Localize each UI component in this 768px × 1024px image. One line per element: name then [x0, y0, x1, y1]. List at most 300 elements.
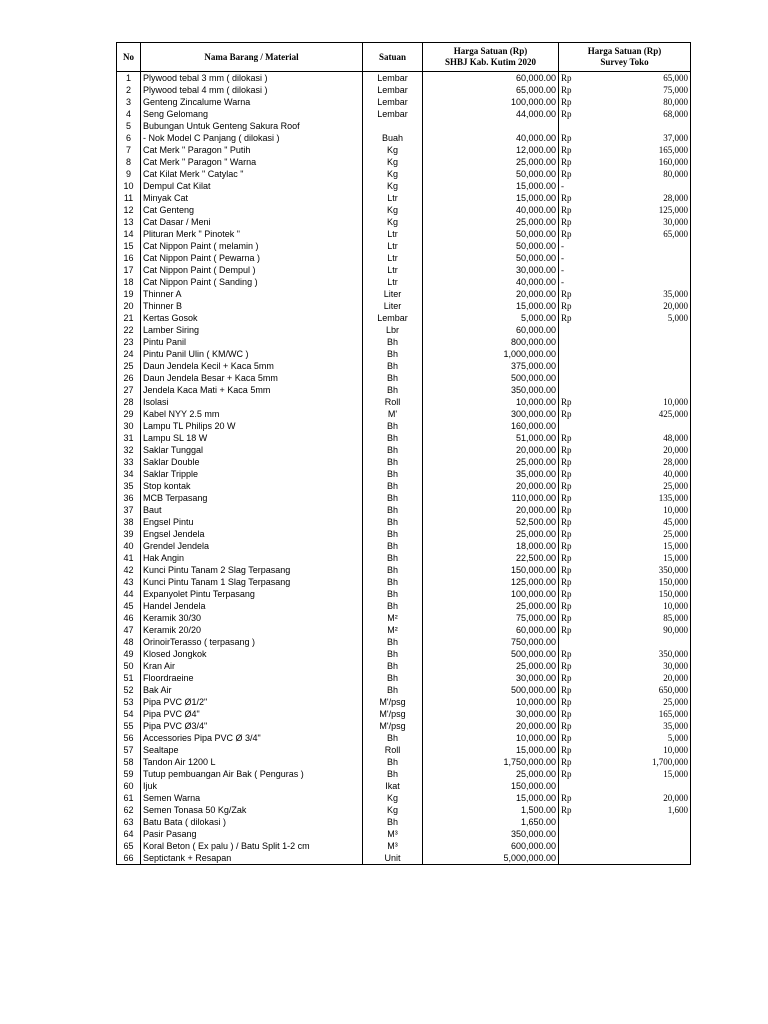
- item-unit: Kg: [363, 144, 423, 156]
- survey-amount: 25,000: [663, 481, 688, 491]
- row-number: 35: [117, 480, 141, 492]
- item-name: Semen Tonasa 50 Kg/Zak: [141, 804, 363, 816]
- shbj-price: 50,000.00: [423, 252, 559, 264]
- currency-label: Rp: [561, 553, 572, 563]
- shbj-price: 375,000.00: [423, 360, 559, 372]
- currency-label: Rp: [561, 733, 572, 743]
- currency-label: Rp: [561, 625, 572, 635]
- item-name: Tandon Air 1200 L: [141, 756, 363, 768]
- item-name: Grendel Jendela: [141, 540, 363, 552]
- item-unit: Lembar: [363, 108, 423, 120]
- header-no: No: [117, 43, 141, 72]
- row-number: 9: [117, 168, 141, 180]
- survey-amount: 15,000: [663, 553, 688, 563]
- item-unit: Bh: [363, 756, 423, 768]
- item-name: - Nok Model C Panjang ( dilokasi ): [141, 132, 363, 144]
- shbj-price: 350,000.00: [423, 384, 559, 396]
- currency-label: Rp: [561, 505, 572, 515]
- table-row: [117, 300, 691, 312]
- item-name: Pipa PVC Ø1/2": [141, 696, 363, 708]
- shbj-price: 1,500.00: [423, 804, 559, 816]
- row-number: 54: [117, 708, 141, 720]
- shbj-price: 150,000.00: [423, 564, 559, 576]
- item-unit: Kg: [363, 804, 423, 816]
- survey-price: [559, 96, 691, 108]
- survey-price: [559, 660, 691, 672]
- survey-amount: 350,000: [658, 565, 688, 575]
- survey-price: [559, 600, 691, 612]
- currency-label: Rp: [561, 745, 572, 755]
- shbj-price: 50,000.00: [423, 240, 559, 252]
- item-name: Saklar Tripple: [141, 468, 363, 480]
- item-name: Minyak Cat: [141, 192, 363, 204]
- currency-label: Rp: [561, 157, 572, 167]
- row-number: 32: [117, 444, 141, 456]
- table-row: [117, 636, 691, 648]
- shbj-price: 15,000.00: [423, 300, 559, 312]
- row-number: 2: [117, 84, 141, 96]
- table-row: [117, 432, 691, 444]
- row-number: 57: [117, 744, 141, 756]
- row-number: 56: [117, 732, 141, 744]
- shbj-price: 12,000.00: [423, 144, 559, 156]
- item-unit: [363, 120, 423, 132]
- survey-price: [559, 780, 691, 792]
- row-number: 33: [117, 456, 141, 468]
- currency-label: Rp: [561, 133, 572, 143]
- currency-label: Rp: [561, 301, 572, 311]
- survey-amount: 25,000: [663, 529, 688, 539]
- shbj-price: 10,000.00: [423, 396, 559, 408]
- item-unit: Bh: [363, 492, 423, 504]
- shbj-price: 30,000.00: [423, 672, 559, 684]
- table-row: [117, 780, 691, 792]
- row-number: 60: [117, 780, 141, 792]
- survey-price: [559, 444, 691, 456]
- item-unit: Bh: [363, 348, 423, 360]
- row-number: 29: [117, 408, 141, 420]
- survey-amount: 35,000: [663, 289, 688, 299]
- survey-amount: 15,000: [663, 541, 688, 551]
- survey-amount: 90,000: [663, 625, 688, 635]
- survey-amount: 35,000: [663, 721, 688, 731]
- survey-amount: 75,000: [663, 85, 688, 95]
- survey-price: [559, 648, 691, 660]
- currency-label: -: [561, 265, 564, 275]
- item-name: Kertas Gosok: [141, 312, 363, 324]
- shbj-price: 300,000.00: [423, 408, 559, 420]
- currency-label: Rp: [561, 73, 572, 83]
- item-name: Pipa PVC Ø4": [141, 708, 363, 720]
- survey-price: [559, 84, 691, 96]
- header-satuan: Satuan: [363, 43, 423, 72]
- survey-amount: 1,600: [667, 805, 688, 815]
- shbj-price: 15,000.00: [423, 192, 559, 204]
- survey-price: [559, 636, 691, 648]
- item-unit: M²: [363, 624, 423, 636]
- item-unit: Bh: [363, 336, 423, 348]
- header-name: Nama Barang / Material: [141, 43, 363, 72]
- table-row: [117, 156, 691, 168]
- survey-price: [559, 300, 691, 312]
- currency-label: Rp: [561, 697, 572, 707]
- row-number: 27: [117, 384, 141, 396]
- row-number: 16: [117, 252, 141, 264]
- shbj-price: 22,500.00: [423, 552, 559, 564]
- shbj-price: 750,000.00: [423, 636, 559, 648]
- table-body: [117, 72, 691, 865]
- table-row: [117, 816, 691, 828]
- shbj-price: 125,000.00: [423, 576, 559, 588]
- currency-label: Rp: [561, 541, 572, 551]
- table-row: [117, 624, 691, 636]
- table-row: [117, 108, 691, 120]
- item-unit: Bh: [363, 672, 423, 684]
- table-row: [117, 324, 691, 336]
- item-name: Ijuk: [141, 780, 363, 792]
- survey-price: [559, 348, 691, 360]
- survey-price: [559, 288, 691, 300]
- survey-price: [559, 768, 691, 780]
- item-name: Keramik 30/30: [141, 612, 363, 624]
- currency-label: Rp: [561, 445, 572, 455]
- shbj-price: 100,000.00: [423, 96, 559, 108]
- item-unit: Roll: [363, 396, 423, 408]
- currency-label: -: [561, 241, 564, 251]
- shbj-price: 350,000.00: [423, 828, 559, 840]
- header-survey-line1: Harga Satuan (Rp): [587, 46, 662, 56]
- row-number: 4: [117, 108, 141, 120]
- shbj-price: 500,000.00: [423, 372, 559, 384]
- survey-price: [559, 168, 691, 180]
- survey-price: [559, 240, 691, 252]
- table-row: [117, 456, 691, 468]
- survey-price: [559, 336, 691, 348]
- item-name: Jendela Kaca Mati + Kaca 5mm: [141, 384, 363, 396]
- shbj-price: 60,000.00: [423, 72, 559, 85]
- row-number: 25: [117, 360, 141, 372]
- price-table: [116, 42, 691, 865]
- row-number: 50: [117, 660, 141, 672]
- item-unit: Ltr: [363, 240, 423, 252]
- table-row: [117, 588, 691, 600]
- survey-price: [559, 192, 691, 204]
- row-number: 43: [117, 576, 141, 588]
- table-row: [117, 564, 691, 576]
- table-row: [117, 840, 691, 852]
- table-row: [117, 660, 691, 672]
- survey-amount: 5,000: [667, 313, 688, 323]
- survey-price: [559, 504, 691, 516]
- survey-price: [559, 516, 691, 528]
- row-number: 44: [117, 588, 141, 600]
- item-name: Bubungan Untuk Genteng Sakura Roof: [141, 120, 363, 132]
- survey-amount: 20,000: [663, 673, 688, 683]
- header-shbj-price: [423, 43, 559, 72]
- item-unit: Bh: [363, 540, 423, 552]
- survey-price: [559, 264, 691, 276]
- item-name: Seng Gelomang: [141, 108, 363, 120]
- table-row: [117, 852, 691, 865]
- shbj-price: 18,000.00: [423, 540, 559, 552]
- row-number: 45: [117, 600, 141, 612]
- survey-amount: 48,000: [663, 433, 688, 443]
- item-unit: Bh: [363, 636, 423, 648]
- survey-price: [559, 384, 691, 396]
- table-row: [117, 708, 691, 720]
- item-name: OrinoirTerasso ( terpasang ): [141, 636, 363, 648]
- survey-price: [559, 708, 691, 720]
- item-unit: M': [363, 408, 423, 420]
- shbj-price: 25,000.00: [423, 216, 559, 228]
- item-unit: Bh: [363, 456, 423, 468]
- item-unit: M'/psg: [363, 696, 423, 708]
- table-row: [117, 480, 691, 492]
- currency-label: Rp: [561, 469, 572, 479]
- shbj-price: 5,000,000.00: [423, 852, 559, 865]
- item-name: Accessories Pipa PVC Ø 3/4": [141, 732, 363, 744]
- survey-price: [559, 576, 691, 588]
- survey-price: [559, 792, 691, 804]
- shbj-price: [423, 120, 559, 132]
- item-name: Cat Kilat Merk " Catylac ": [141, 168, 363, 180]
- currency-label: Rp: [561, 673, 572, 683]
- currency-label: Rp: [561, 145, 572, 155]
- item-name: Pintu Panil: [141, 336, 363, 348]
- row-number: 6: [117, 132, 141, 144]
- survey-amount: 135,000: [658, 493, 688, 503]
- item-name: Kabel NYY 2.5 mm: [141, 408, 363, 420]
- item-name: Sealtape: [141, 744, 363, 756]
- item-name: Septictank + Resapan: [141, 852, 363, 865]
- row-number: 11: [117, 192, 141, 204]
- shbj-price: 44,000.00: [423, 108, 559, 120]
- survey-amount: 25,000: [663, 697, 688, 707]
- survey-amount: 10,000: [663, 745, 688, 755]
- item-name: Cat Merk " Paragon " Putih: [141, 144, 363, 156]
- survey-amount: 20,000: [663, 445, 688, 455]
- shbj-price: 50,000.00: [423, 228, 559, 240]
- survey-price: [559, 396, 691, 408]
- item-unit: M'/psg: [363, 708, 423, 720]
- survey-price: [559, 132, 691, 144]
- survey-amount: 37,000: [663, 133, 688, 143]
- survey-amount: 65,000: [663, 73, 688, 83]
- item-name: Daun Jendela Besar + Kaca 5mm: [141, 372, 363, 384]
- item-unit: Bh: [363, 432, 423, 444]
- survey-amount: 80,000: [663, 169, 688, 179]
- item-unit: Buah: [363, 132, 423, 144]
- item-unit: Kg: [363, 216, 423, 228]
- item-name: Handel Jendela: [141, 600, 363, 612]
- currency-label: -: [561, 253, 564, 263]
- item-name: Pipa PVC Ø3/4": [141, 720, 363, 732]
- item-unit: Lembar: [363, 84, 423, 96]
- survey-price: [559, 540, 691, 552]
- shbj-price: 25,000.00: [423, 528, 559, 540]
- row-number: 63: [117, 816, 141, 828]
- item-unit: Kg: [363, 156, 423, 168]
- survey-price: [559, 480, 691, 492]
- shbj-price: 20,000.00: [423, 444, 559, 456]
- item-name: Kunci Pintu Tanam 2 Slag Terpasang: [141, 564, 363, 576]
- survey-amount: 125,000: [658, 205, 688, 215]
- item-name: Lamber Siring: [141, 324, 363, 336]
- table-row: [117, 72, 691, 85]
- item-unit: Unit: [363, 852, 423, 865]
- row-number: 30: [117, 420, 141, 432]
- survey-amount: 350,000: [658, 649, 688, 659]
- table-row: [117, 420, 691, 432]
- item-unit: Bh: [363, 528, 423, 540]
- survey-amount: 5,000: [667, 733, 688, 743]
- survey-amount: 30,000: [663, 661, 688, 671]
- row-number: 41: [117, 552, 141, 564]
- shbj-price: 800,000.00: [423, 336, 559, 348]
- shbj-price: 10,000.00: [423, 696, 559, 708]
- table-row: [117, 696, 691, 708]
- item-name: Daun Jendela Kecil + Kaca 5mm: [141, 360, 363, 372]
- row-number: 49: [117, 648, 141, 660]
- survey-price: [559, 624, 691, 636]
- survey-price: [559, 528, 691, 540]
- currency-label: Rp: [561, 529, 572, 539]
- row-number: 61: [117, 792, 141, 804]
- shbj-price: 500,000.00: [423, 648, 559, 660]
- item-name: Pintu Panil Ulin ( KM/WC ): [141, 348, 363, 360]
- currency-label: Rp: [561, 289, 572, 299]
- table-row: [117, 576, 691, 588]
- currency-label: Rp: [561, 205, 572, 215]
- row-number: 48: [117, 636, 141, 648]
- table-row: [117, 732, 691, 744]
- currency-label: Rp: [561, 313, 572, 323]
- survey-amount: 80,000: [663, 97, 688, 107]
- table-row: [117, 276, 691, 288]
- survey-price: [559, 456, 691, 468]
- item-unit: Ltr: [363, 252, 423, 264]
- survey-amount: 650,000: [658, 685, 688, 695]
- currency-label: Rp: [561, 589, 572, 599]
- survey-price: [559, 828, 691, 840]
- item-unit: Lembar: [363, 72, 423, 85]
- item-name: Engsel Jendela: [141, 528, 363, 540]
- survey-amount: 68,000: [663, 109, 688, 119]
- item-name: Baut: [141, 504, 363, 516]
- item-unit: Ltr: [363, 276, 423, 288]
- item-name: Saklar Double: [141, 456, 363, 468]
- shbj-price: 50,000.00: [423, 168, 559, 180]
- survey-amount: 40,000: [663, 469, 688, 479]
- table-row: [117, 768, 691, 780]
- currency-label: Rp: [561, 613, 572, 623]
- table-row: [117, 408, 691, 420]
- row-number: 52: [117, 684, 141, 696]
- shbj-price: 110,000.00: [423, 492, 559, 504]
- currency-label: Rp: [561, 193, 572, 203]
- survey-price: [559, 180, 691, 192]
- table-row: [117, 288, 691, 300]
- shbj-price: 5,000.00: [423, 312, 559, 324]
- table-row: [117, 84, 691, 96]
- survey-amount: 20,000: [663, 793, 688, 803]
- survey-amount: 150,000: [658, 589, 688, 599]
- row-number: 31: [117, 432, 141, 444]
- shbj-price: 150,000.00: [423, 780, 559, 792]
- item-name: Thinner A: [141, 288, 363, 300]
- survey-amount: 10,000: [663, 397, 688, 407]
- row-number: 26: [117, 372, 141, 384]
- row-number: 19: [117, 288, 141, 300]
- shbj-price: 40,000.00: [423, 132, 559, 144]
- currency-label: Rp: [561, 793, 572, 803]
- currency-label: -: [561, 277, 564, 287]
- item-name: Keramik 20/20: [141, 624, 363, 636]
- table-row: [117, 672, 691, 684]
- table-row: [117, 516, 691, 528]
- row-number: 10: [117, 180, 141, 192]
- shbj-price: 500,000.00: [423, 684, 559, 696]
- currency-label: Rp: [561, 397, 572, 407]
- currency-label: Rp: [561, 757, 572, 767]
- survey-price: [559, 756, 691, 768]
- shbj-price: 51,000.00: [423, 432, 559, 444]
- survey-price: [559, 156, 691, 168]
- item-unit: Liter: [363, 288, 423, 300]
- currency-label: Rp: [561, 769, 572, 779]
- currency-label: Rp: [561, 721, 572, 731]
- item-name: Bak Air: [141, 684, 363, 696]
- survey-price: [559, 432, 691, 444]
- survey-amount: 425,000: [658, 409, 688, 419]
- currency-label: Rp: [561, 433, 572, 443]
- header-survey-price: [559, 43, 691, 72]
- shbj-price: 160,000.00: [423, 420, 559, 432]
- row-number: 1: [117, 72, 141, 85]
- table-row: [117, 600, 691, 612]
- survey-amount: 20,000: [663, 301, 688, 311]
- currency-label: Rp: [561, 601, 572, 611]
- currency-label: Rp: [561, 481, 572, 491]
- survey-price: [559, 840, 691, 852]
- currency-label: Rp: [561, 805, 572, 815]
- row-number: 23: [117, 336, 141, 348]
- table-row: [117, 744, 691, 756]
- row-number: 13: [117, 216, 141, 228]
- table-row: [117, 132, 691, 144]
- item-name: Isolasi: [141, 396, 363, 408]
- row-number: 37: [117, 504, 141, 516]
- survey-price: [559, 324, 691, 336]
- item-name: Koral Beton ( Ex palu ) / Batu Split 1-2 cm: [141, 840, 363, 852]
- shbj-price: 40,000.00: [423, 204, 559, 216]
- row-number: 5: [117, 120, 141, 132]
- currency-label: Rp: [561, 169, 572, 179]
- item-name: Batu Bata ( dilokasi ): [141, 816, 363, 828]
- survey-price: [559, 372, 691, 384]
- shbj-price: 60,000.00: [423, 324, 559, 336]
- shbj-price: 20,000.00: [423, 504, 559, 516]
- row-number: 46: [117, 612, 141, 624]
- survey-price: [559, 144, 691, 156]
- item-unit: Bh: [363, 444, 423, 456]
- row-number: 22: [117, 324, 141, 336]
- shbj-price: 60,000.00: [423, 624, 559, 636]
- currency-label: Rp: [561, 85, 572, 95]
- item-unit: M²: [363, 612, 423, 624]
- table-row: [117, 180, 691, 192]
- currency-label: Rp: [561, 97, 572, 107]
